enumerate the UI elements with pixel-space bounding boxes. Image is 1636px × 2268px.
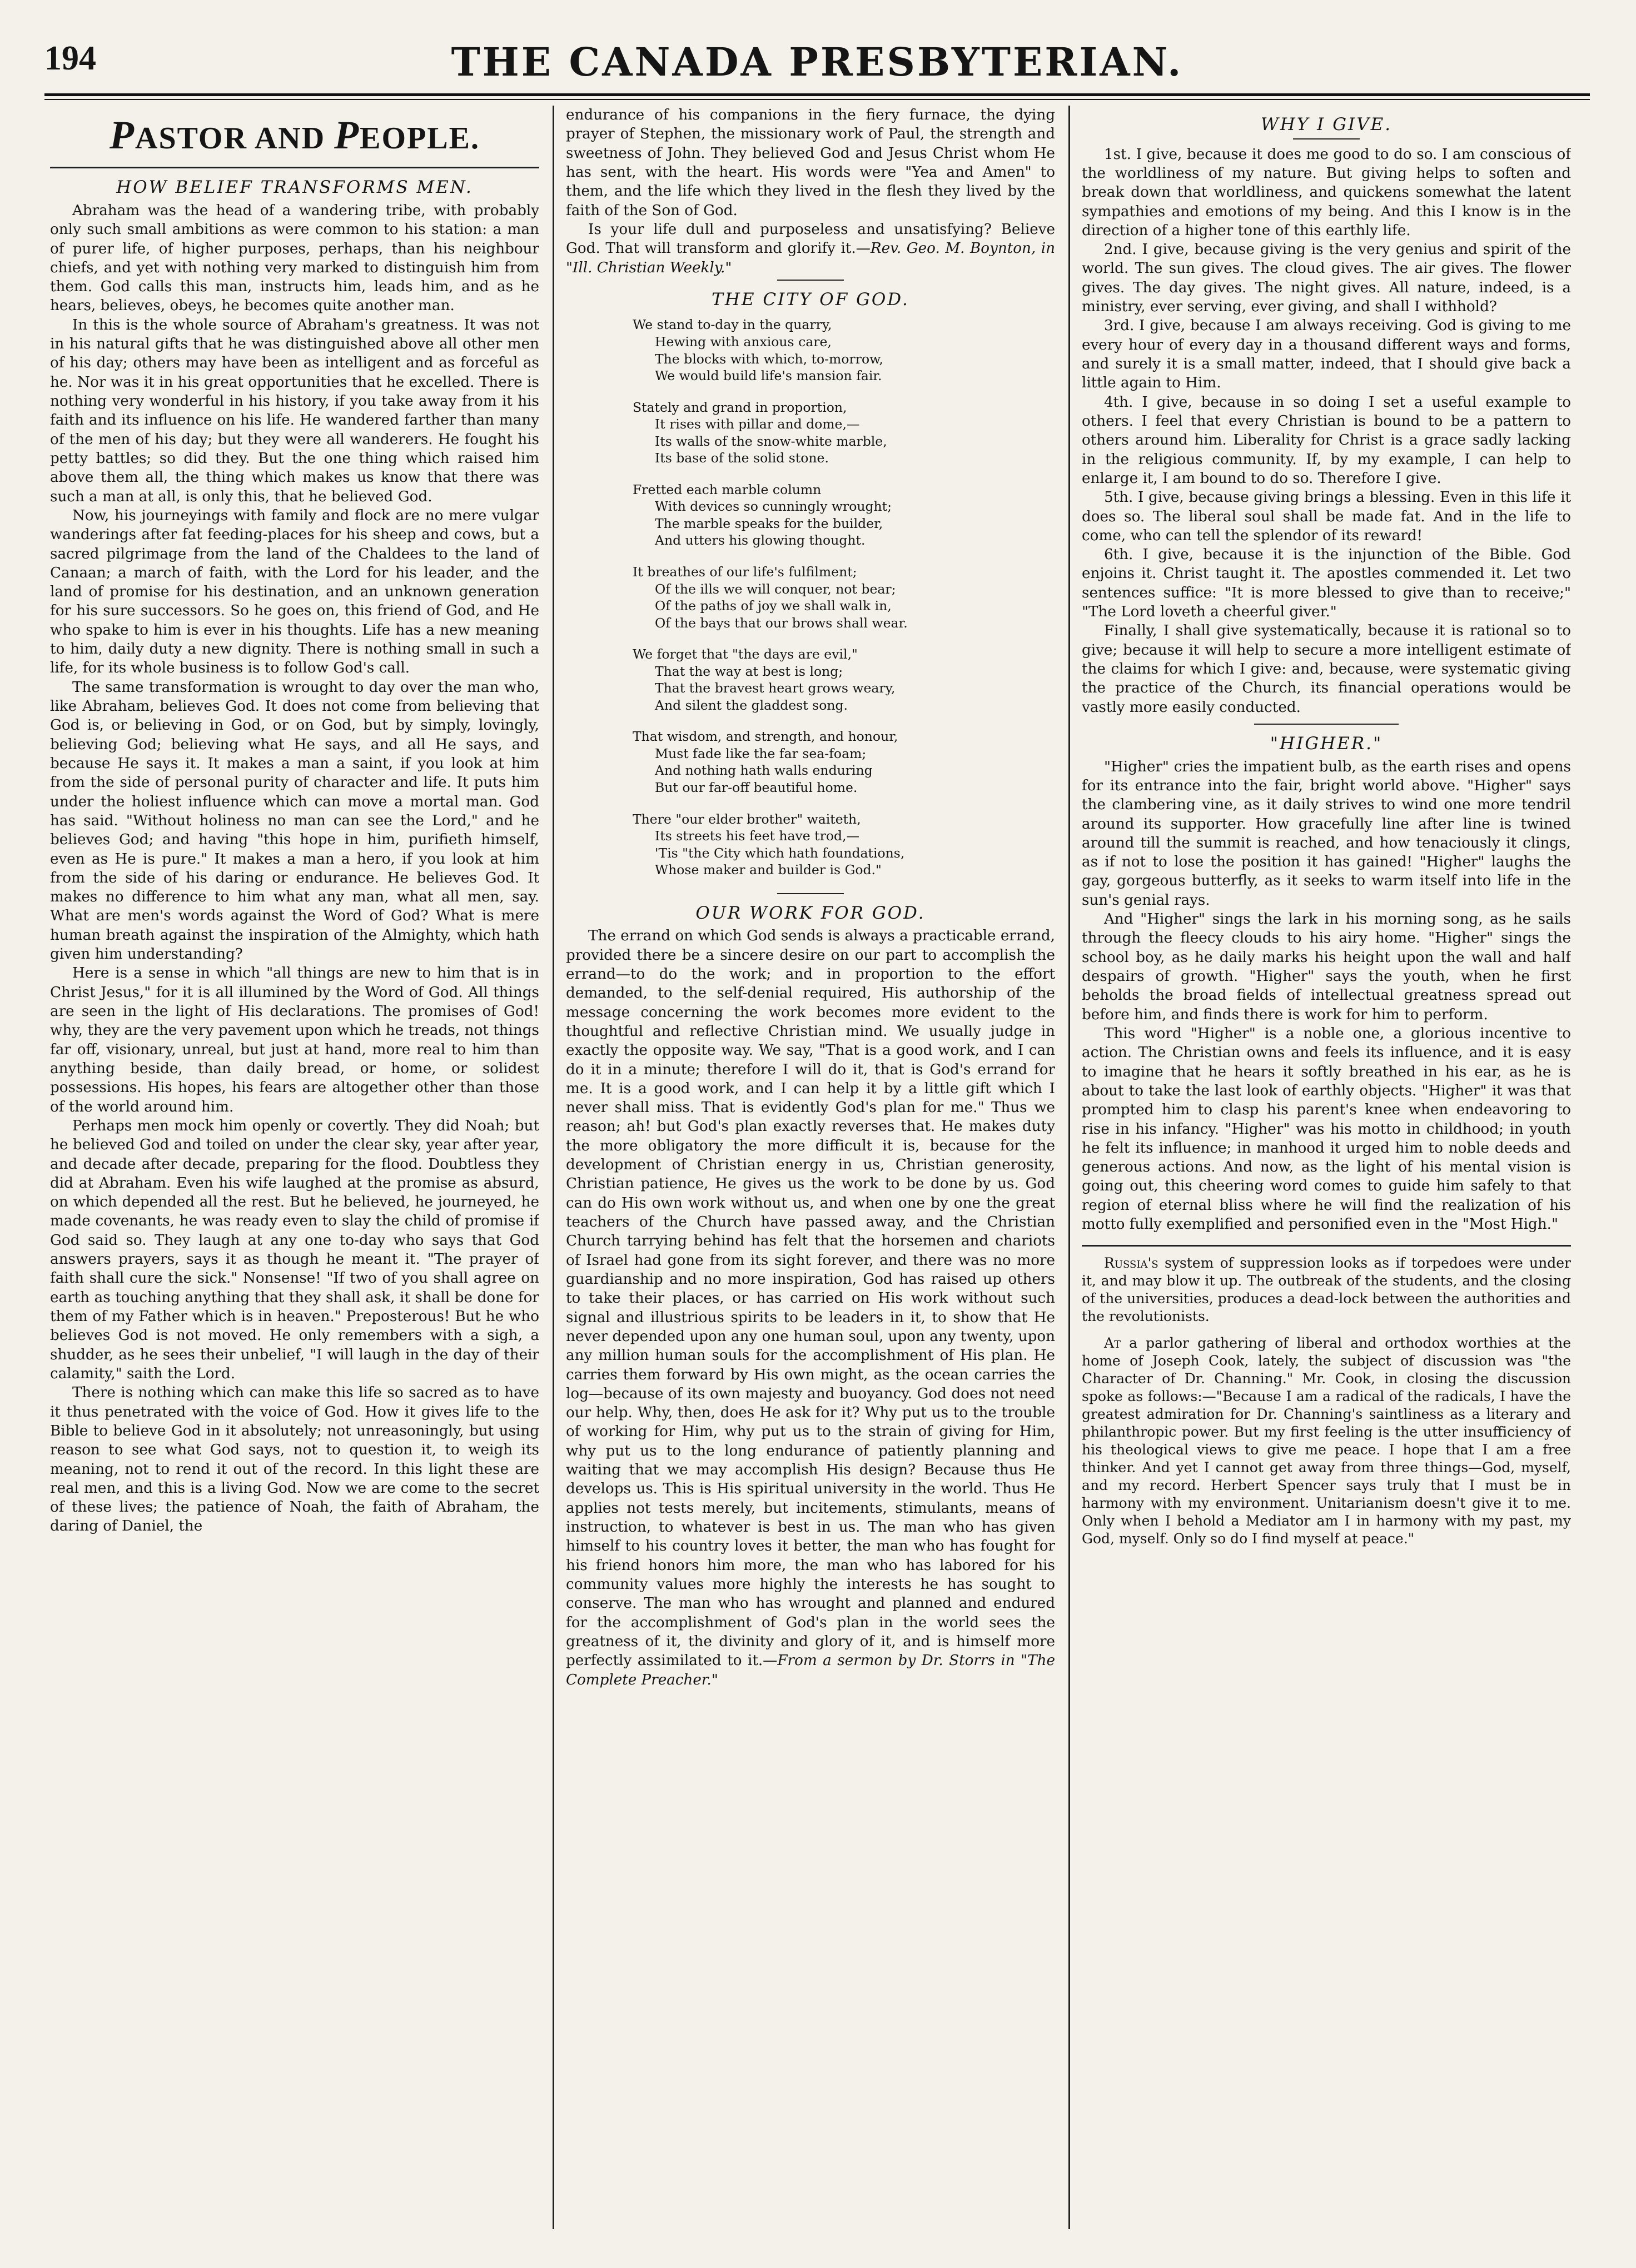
header-rule: [44, 93, 1590, 96]
separator: [1082, 1245, 1571, 1247]
give-item: 1st. I give, because it does me good to do so. I am conscious of the worldliness of my nature. But giving helps to soften and break down that worldliness, and quickens somewhat the latent sympathies and emotions of my being. And this I know is in the direction of a higher tone of this earthly life.: [1082, 146, 1571, 239]
news-item-cook: [1082, 1334, 1571, 1548]
lead-word: At: [1104, 1335, 1121, 1352]
spacer: [1082, 1325, 1571, 1334]
column-divider-2: [1068, 106, 1070, 2229]
paragraph: And "Higher" sings the lark in his morning song, as he sails through the fleecy clouds to his airy home. "Higher" sings the school boy, as he daily marks his height upon the wall and half despairs of growth. "Higher" says the youth, when he first beholds the broad fields of intellectual greatness spread out before him, and finds there is work for him to perform.: [1082, 911, 1571, 1023]
poem-line: Of the bays that our brows shall wear.: [655, 615, 908, 631]
section-title-pastor-and-people: [50, 109, 539, 161]
article-title-work: OUR WORK FOR GOD.: [695, 903, 926, 923]
separator: [777, 893, 844, 894]
poem-line: And silent the gladdest song.: [655, 697, 848, 713]
paragraph: [566, 220, 1055, 277]
section-title-cap-1: P: [110, 113, 135, 157]
give-item: 3rd. I give, because I am always receiving. God is giving to me every hour of every day in a thousand different ways and forms, and surely it is a small matter, indeed, that I should give back a little again to Him.: [1082, 317, 1571, 392]
poem-line: Of the paths of joy we shall walk in,: [655, 598, 892, 614]
poem-stanza: [633, 646, 1055, 714]
paragraph: There is nothing which can make this life so sacred as to have it thus penetrated with the voice of God. How it gives life to the Bible to believe God in it absolutely; not unreasoningly, but using reason to see what God says, not to question it, to weigh its meaning, not to rend it out of the record. In this light these are real men, and this is a living God. Now we are come to the secret of these lives; the patience of Noah, the faith of Abraham, the daring of Daniel, the: [50, 1384, 539, 1535]
poem-line: That the way at best is long;: [655, 663, 843, 679]
give-item: 6th. I give, because it is the injunction of the Bible. God enjoins it. Christ taught it. The apostles commended it. Let two sentences suffice: "It is more blessed to give than to receive;" "The Lord loveth a cheerful giver.": [1082, 546, 1571, 621]
give-item: 5th. I give, because giving brings a blessing. Even in this life it does so. The liberal soul shall be made fat. And in the life to come, who can tell the splendor of its reward!: [1082, 489, 1571, 544]
page-number: 194: [44, 39, 96, 77]
paragraph: [566, 926, 1055, 1689]
poem-stanza: [633, 811, 1055, 879]
poem-line: We stand to-day in the quarry,: [633, 317, 832, 333]
poem-line: 'Tis "the City which hath foundations,: [655, 845, 905, 861]
paragraph-text: The errand on which God sends is always a practicable errand, provided there be a sincere desire on our part to accomplish the errand—to do the work; and in proportion to the effort demanded, to the self-denial required, His authorship of the message concerning the work becomes more evident to the thoughtful and reflective Christian mind. We usually judge in exactly the opposite way. We say, "That is a good work, and I can do it in a minute; therefore I will do it, that is God's errand for me. It is a good work, and I can help it by a little gift which I never shall miss. That is evidently God's plan for me." Thus we reason; ah! but God's plan exactly reverses that. He makes duty the more obligatory the more difficult it is, because for the development of Christian energy in us, Christian generosity, Christian patience, He gives us the work to be done by us. God can do His own work without us, and when one by one the great teachers of the Church have passed away, and the Christian Church tarrying behind has felt that the horsemen and chariots of Israel had gone from its sight forever, and there was no more guardianship and no more inspiration, God has raised up others to take their places, or has carried on His work without such signal and illustrious spirits to be leaders in it, to show that He never depended upon any one human soul, upon any twenty, upon any million human souls for the accomplishment of His plan. He carries them forward by His own might, as the ocean carries the log—because of its own majesty and buoyancy. God does not need our help. Why, then, does He ask for it? Why put us to the trouble of working for Him, why put us to the strain of giving for Him, why put us to the long endurance of patiently planning and waiting that we may accomplish His design? Because thus He develops us. This is His spiritual university in the world. Thus He applies not tests merely, but incitements, stimulants, means of instruction, to whatever is best in us. The man who has given himself to his country loves it better, the man who has fought for his friend honors him more, the man who has labored for his community values more highly the interests he has sought to conserve. The man who has wrought and planned and endured for the accomplishment of God's plan in the world sees the greatness of it, the divinity and glory of it, and is himself more perfectly assimilated to it.—: [566, 928, 1055, 1669]
news-text: system of suppression looks as if torpedoes were under it, and may blow it up. The outbreak of the students, and the closing of the universities, produces a dead-lock between the authorities and the revolutionists.: [1082, 1255, 1571, 1325]
column-1: [50, 106, 539, 2229]
news-text: a parlor gathering of liberal and orthodox worthies at the home of Joseph Cook, lately, the subject of discussion was "the Character of Dr. Channing." Mr. Cook, in closing the discussion spoke as follows:—"Because I am a radical of the radicals, I have the greatest admiration for Dr. Channing's saintliness as a literary and philanthropic power. But my first feeling is the utter insufficiency of his theological views to give me peace. I hope that I am a free thinker. And yet I cannot get away from three things—God, myself, and my record. Herbert Spencer says truly that I must be in harmony with my environment. Unitarianism doesn't give it to me. Only when I behold a Mediator am I in harmony with my past, my God, myself. Only so do I find myself at peace.": [1082, 1335, 1571, 1547]
section-title-part-2: EOPLE.: [360, 121, 480, 156]
poem-line: With devices so cunningly wrought;: [655, 499, 892, 515]
poem-line: Its streets his feet have trod,—: [655, 828, 860, 844]
separator: [1293, 138, 1360, 139]
news-item-russia: [1082, 1254, 1571, 1325]
poem-line: It breathes of our life's fulfilment;: [633, 564, 857, 580]
poem-line: Whose maker and builder is God.": [655, 862, 882, 878]
poem-line: We would build life's mansion fair.: [655, 368, 882, 384]
page-header: [44, 22, 1590, 89]
poem: [633, 316, 1055, 878]
poem-stanza: [633, 728, 1055, 796]
article-title-belief: HOW BELIEF TRANSFORMS MEN.: [116, 177, 473, 198]
column-3: [1082, 106, 1571, 2229]
poem-title: THE CITY OF GOD.: [712, 289, 909, 310]
lead-word: Russia's: [1104, 1255, 1158, 1272]
poem-line: Hewing with anxious care,: [655, 333, 832, 350]
poem-line: That wisdom, and strength, and honour,: [633, 729, 898, 745]
poem-line: But our far-off beautiful home.: [655, 780, 858, 795]
poem-line: And nothing hath walls enduring: [655, 762, 873, 779]
poem-line: It rises with pillar and dome,—: [655, 416, 860, 432]
paragraph: endurance of his companions in the fiery furnace, the dying prayer of Stephen, the missionary work of Paul, the strength and sweetness of John. They believed God and Jesus Christ whom He has sent, with the heart. His words were "Yea and Amen" to them, and the life which they lived in the flesh they lived by the faith of the Son of God.: [566, 107, 1055, 219]
paragraph-text: Is your life dull and purposeless and unsatisfying? Believe God. That will transform and glorify it.—: [566, 221, 1055, 257]
poem-line: Fretted each marble column: [633, 481, 822, 497]
poem-stanza: [633, 316, 1055, 384]
paragraph: Here is a sense in which "all things are new to him that is in Christ Jesus," for it is all illumined by the Word of God. All things are seen in the light of His declarations. The promises of God! why, they are the very pavement upon which he treads, not things far off, visionary, unreal, but just at hand, more real to him than anything beside, than daily bread, or home, or solidest possessions. His hopes, his fears are altogether other than those of the world around him.: [50, 965, 539, 1115]
give-item: 4th. I give, because in so doing I set a useful example to others. I feel that every Christian is bound to be a pattern to others around him. Liberality for Christ is a grace sadly lacking in the religious community. If, by my example, I can help to enlarge it, I am bound to do so. Therefore I give.: [1082, 393, 1571, 487]
poem-line: We forget that "the days are evil,": [633, 646, 858, 662]
poem-line: That the bravest heart grows weary,: [655, 680, 896, 696]
article-title-higher: "HIGHER.": [1270, 733, 1383, 754]
poem-line: Its base of the solid stone.: [655, 450, 829, 466]
separator: [1254, 724, 1399, 725]
poem-line: The marble speaks for the builder,: [655, 515, 883, 531]
section-rule: [50, 167, 539, 168]
journal-title: THE CANADA PRESBYTERIAN.: [451, 39, 1184, 85]
poem-stanza: [633, 399, 1055, 467]
column-2: [566, 106, 1055, 2229]
paragraph: Now, his journeyings with family and flock are no mere vulgar wanderings after fat feeding-places for his sheep and cows, but a sacred pilgrimage from the land of the Chaldees to the land of Canaan; a march of faith, with the Lord for his leader, and the land of promise for his destination, and an unknown generation for his sure successors. So he goes on, this friend of God, and He who spake to him is ever in his thoughts. Life has a new meaning to him, daily duty a new dignity. There is nothing small in such a life, for its whole business is to follow God's call.: [50, 507, 539, 677]
article-source: From a sermon by Dr. Storrs in "The Complete Preacher.": [566, 1652, 1055, 1688]
paragraph: "Higher" cries the impatient bulb, as the earth rises and opens for its entrance into the fair, bright world above. "Higher" says the clambering vine, as it daily strives to wind one more tendril around its supporter. How gracefully line after line is twined around till the summit is reached, and how tenaciously it clings, as if not to lose the position it has gained! "Higher" laughs the gay, gorgeous butterfly, as it seeks to warm itself into life in the sun's genial rays.: [1082, 758, 1571, 909]
poem-line: Stately and grand in proportion,: [633, 399, 847, 415]
poem-line: The blocks with which, to-morrow,: [655, 351, 883, 367]
section-title-part-1: ASTOR AND: [135, 121, 335, 156]
give-item: Finally, I shall give systematically, because it is rational so to give; because it will help to secure a more intelligent estimate of the claims for which I give: and, because, were systematic giving the practice of the Church, its financial operations would be vastly more easily conducted.: [1082, 622, 1571, 716]
column-divider-1: [553, 106, 554, 2229]
header-rule-thin: [44, 99, 1590, 100]
poem-line: There "our elder brother" waiteth,: [633, 811, 861, 827]
separator: [777, 280, 844, 281]
paragraph: Abraham was the head of a wandering tribe, with probably only such small ambitions as were common to his station: a man of purer life, of higher purposes, perhaps, than his neighbour chiefs, and yet with nothing very marked to distinguish him from them. God calls this man, instructs him, leads him, and as he hears, believes, obeys, he becomes quite another man.: [50, 202, 539, 315]
paragraph: In this is the whole source of Abraham's greatness. It was not in his natural gifts that he was distinguished above all other men of his day; others may have been as intelligent and as forceful as he. Nor was it in his great opportunities that he excelled. There is nothing very wonderful in his history, if you take away from it his faith and its influence on his life. He wandered farther than many of the men of his day; but they were all wanderers. He fought his petty battles; so did they. But the one thing which raised him above them all, the thing which makes us know that there was such a man at all, is only this, that he believed God.: [50, 316, 539, 505]
poem-stanza: [633, 481, 1055, 549]
give-item: 2nd. I give, because giving is the very genius and spirit of the world. The sun gives. The cloud gives. The air gives. The flower gives. The day gives. The night gives. All nature, indeed, is a ministry, ever serving, ever giving, and shall I withhold?: [1082, 241, 1571, 316]
article-title-why-i-give: WHY I GIVE.: [1260, 114, 1393, 134]
paragraph: This word "Higher" is a noble one, a glorious incentive to action. The Christian owns and feels its influence, and it is easy to imagine that he hears it softly breathed in his ear, as he is about to take the last look of earthly objects. "Higher" it was that prompted him to clasp his parent's knee when endeavoring to rise in his infancy. "Higher" was his motto in childhood; in youth he felt its influence; in manhood it urged him to noble deeds and generous actions. And now, as the light of his mental vision is going out, this cheering word comes to guide him safely to that region of eternal bliss where he will find the realization of his motto fully exemplified and personified even in the "Most High.": [1082, 1025, 1571, 1233]
poem-line: Must fade like the far sea-foam;: [655, 745, 867, 761]
section-title-cap-2: P: [334, 113, 360, 157]
poem-stanza: [633, 564, 1055, 631]
poem-line: Of the ills we will conquer, not bear;: [655, 581, 896, 597]
paragraph: Perhaps men mock him openly or covertly. They did Noah; but he believed God and toiled on under the clear sky, year after year, and decade after decade, preparing for the flood. Doubtless they did at Abraham. Even his wife laughed at the promise as absurd, on which depended all the rest. But he believed, he journeyed, he made covenants, he was ready even to slay the child of promise if God said so. They laugh at any one to-day who says that God answers prayers, says it as though he meant it. "The prayer of faith shall cure the sick." Nonsense! "If two of you shall agree on earth as touching anything that they shall ask, it shall be done for them of my Father which is in heaven." Preposterous! But he who believes God is not moved. He only remembers with a sigh, a shudder, as he sees their unbelief, "I will laugh in the day of their calamity," saith the Lord.: [50, 1117, 539, 1382]
paragraph: The same transformation is wrought to day over the man who, like Abraham, believes God. It does not come from believing that God is, or believing in God, or on God, but by simply, lovingly, believing God; believing what He says, and all He says, and because He says it. It makes a man a saint, if you look at him from the side of personal purity of character and life. It puts him under the holiest influence which can move a mortal man. God has said. "Without holiness no man can see the Lord," and he believes God; and having "this hope in him, purifieth himself, even as He is pure." It makes a man a hero, if you look at him from the side of his daring or endurance. He believes God. It makes no difference to him what any man, what all men, say. What are men's words against the Word of God? What is mere human breath against the inspiration of the Almighty, which hath given him understanding?: [50, 679, 539, 963]
poem-line: And utters his glowing thought.: [655, 532, 866, 549]
give-list: [1082, 145, 1571, 717]
poem-line: Its walls of the snow-white marble,: [655, 433, 887, 449]
article-source: Rev. Geo. M. Boynton, in "Ill. Christian Weekly.": [566, 240, 1055, 276]
